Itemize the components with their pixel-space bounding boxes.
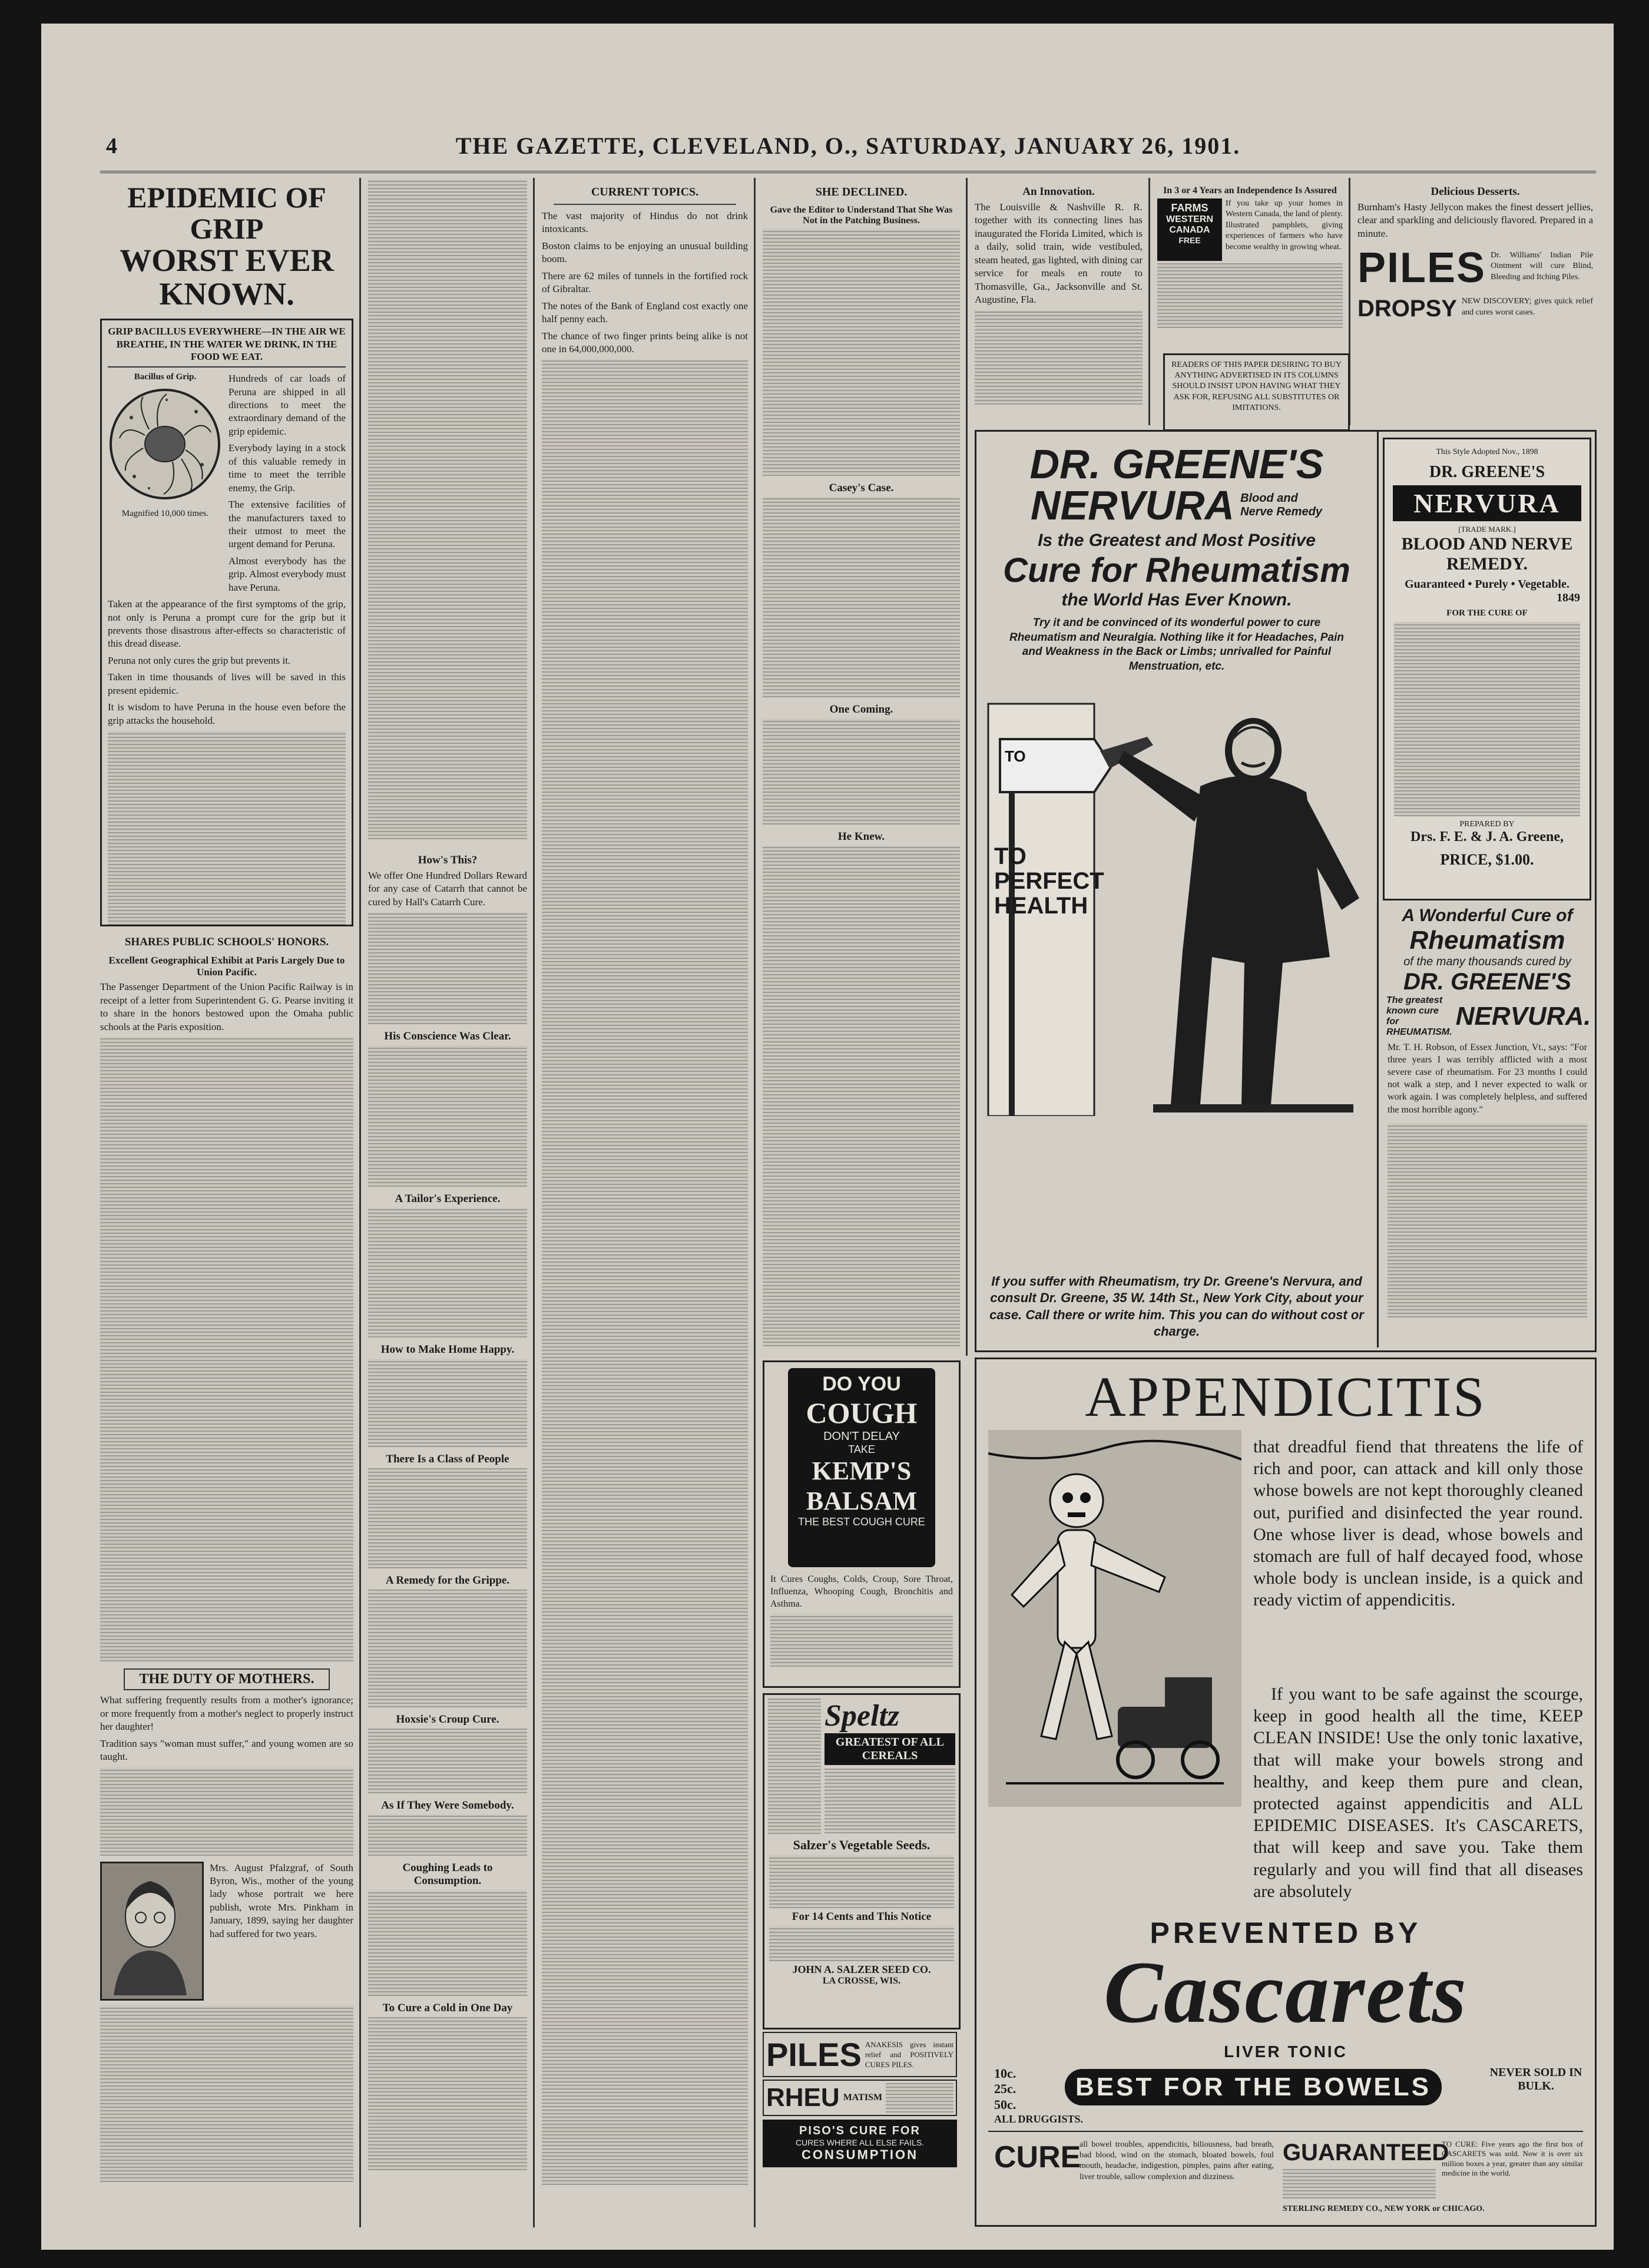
speltz-text xyxy=(824,1769,955,1833)
desserts-body: Burnham's Hasty Jellycon makes the finest dessert jellies, clear and sparkling and deliciously flavored. Prepared in a minute. xyxy=(1357,201,1593,239)
appendicitis-paragraph: that dreadful fiend that threatens the life of rich and poor, can attack and kill only those whose bowels are not kept thoroughly cleaned out, purified and disinfected the year round. One whose liver is dead, whose bowels and stomach are full of half decayed food, whose whole body is unclean inside, is a quick and ready victim of appendicitis. xyxy=(1253,1437,1583,1610)
grip-paragraph: Everybody laying in a stock of this valuable remedy in time to meet the terrible enemy, the Grip. xyxy=(229,442,346,494)
kemps-text xyxy=(770,1614,953,1667)
appendicitis-title: APPENDICITIS xyxy=(1085,1365,1486,1428)
bacillus-microscope-image xyxy=(108,382,223,506)
grip-paragraph: Almost everybody has the grip. Almost everybody must have Peruna. xyxy=(229,555,346,593)
she-declined-headline: SHE DECLINED. xyxy=(815,186,908,198)
grip-title-2: WORST EVER KNOWN. xyxy=(120,243,334,312)
perfect-health-sign: TO PERFECT HEALTH xyxy=(994,843,1104,919)
bottle-price: PRICE, $1.00. xyxy=(1440,851,1534,868)
kemps-line: THE BEST COUGH CURE xyxy=(798,1516,925,1528)
article-headline: To Cure a Cold in One Day xyxy=(382,2002,513,2015)
article-headline: One Coming. xyxy=(829,703,893,716)
article-text xyxy=(368,1045,527,1187)
dropsy-logo: DROPSY xyxy=(1357,296,1457,322)
current-topics-text xyxy=(542,359,748,2185)
bottle-guarantee: Guaranteed • Purely • Vegetable. xyxy=(1405,578,1569,591)
schools-paragraph: The Passenger Department of the Union Pacific Railway is in receipt of a letter from Superintendent G. G. Pearse inviting it to share in the honors bestowed upon the Omaha public schools at the Paris exposition. xyxy=(100,981,353,1032)
article-text xyxy=(368,1815,527,1856)
salzer-offer: For 14 Cents and This Notice xyxy=(792,1911,932,1923)
cure-label: CURE xyxy=(994,2140,1081,2174)
article-text xyxy=(368,1890,527,1996)
salzer-maker: JOHN A. SALZER SEED CO. xyxy=(792,1964,931,1975)
kemps-bottle xyxy=(788,1368,935,1567)
divider xyxy=(554,204,736,205)
salzer-text xyxy=(769,1926,954,1961)
wonderful-line: DR. GREENE'S xyxy=(1403,969,1572,995)
wonderful-line: Rheumatism xyxy=(1409,926,1565,955)
mothers-letter-text xyxy=(100,2005,353,2182)
prevented-by: PREVENTED BY xyxy=(1150,1916,1422,1949)
column-rule xyxy=(754,178,756,2227)
article-headline: How to Make Home Happy. xyxy=(380,1343,515,1356)
bottle-text xyxy=(1394,622,1580,816)
nervura-title: DR. GREENE'S xyxy=(1029,441,1324,487)
speltz-plant-illustration xyxy=(768,1698,821,1834)
cascarets-logo: Cascarets xyxy=(1104,1943,1468,2041)
column-rule xyxy=(533,178,535,2227)
guaranteed-label: GUARANTEED xyxy=(1283,2140,1449,2166)
farms-logo-text: WESTERN xyxy=(1166,214,1213,224)
salzer-seeds: Salzer's Vegetable Seeds. xyxy=(793,1837,931,1852)
piso-line: PISO'S CURE FOR xyxy=(799,2124,920,2137)
nervura-bottle-label xyxy=(1383,438,1591,900)
cure-body: all bowel troubles, appendicitis, biliousness, bad breath, bad blood, wind on the stomach, bloated bowels, foul mouth, headache, indigestion, pimples, pains after eating, liver trouble, sallow complexion and dizziness. xyxy=(1080,2140,1274,2181)
article-text xyxy=(368,912,527,1024)
column-4 xyxy=(763,180,960,1358)
article-headline: As If They Were Somebody. xyxy=(381,1799,514,1812)
column-5 xyxy=(975,180,1143,421)
column-1 xyxy=(100,180,353,2223)
nervura-bottom-text: If you suffer with Rheumatism, try Dr. Greene's Nervura, and consult Dr. Greene, 35 W. 14th St., New York City, about your case. Call there or write him. This you can do without cost or charge. xyxy=(988,1273,1365,1340)
grip-paragraph: Taken at the appearance of the first symptoms of the grip, not only is Peruna a prompt cure for the grip but it prevents those disastrous after-effects so characteristic of this dread disease. xyxy=(108,598,346,650)
piso-line: CONSUMPTION xyxy=(802,2147,918,2162)
kemps-line: DO YOU xyxy=(822,1373,901,1395)
rheumatism-logo: RHEU xyxy=(766,2083,840,2112)
liver-tonic: LIVER TONIC xyxy=(1224,2042,1347,2061)
newspaper-page xyxy=(41,24,1614,2250)
column-rule xyxy=(359,178,361,2227)
kemps-line: COUGH xyxy=(806,1396,918,1429)
topic-item: There are 62 miles of tunnels in the fortified rock of Gibraltar. xyxy=(542,270,748,295)
column-2 xyxy=(368,848,527,2220)
bottle-year: 1849 xyxy=(1557,591,1580,604)
schools-subhead: Excellent Geographical Exhibit at Paris Largely Due to Union Pacific. xyxy=(108,955,345,978)
sterling-address: STERLING REMEDY CO., NEW YORK or CHICAGO. xyxy=(1283,2204,1485,2213)
dropsy-body: NEW DISCOVERY; gives quick relief and cures worst cases. xyxy=(1461,297,1593,317)
grip-title-1: EPIDEMIC OF GRIP xyxy=(127,181,326,245)
mothers-title-box xyxy=(124,1668,330,1690)
article-headline: A Tailor's Experience. xyxy=(395,1193,501,1206)
article-headline: There Is a Class of People xyxy=(386,1453,509,1466)
piles-body: Dr. Williams' Indian Pile Ointment will cure Blind, Bleeding and Itching Piles. xyxy=(1491,250,1593,282)
kemps-balsam-ad xyxy=(763,1360,961,1688)
bottle-trademark: [TRADE MARK.] xyxy=(1458,525,1516,534)
article-text xyxy=(368,1729,527,1793)
wonderful-line: The greatest known cure for RHEUMATISM. xyxy=(1386,995,1452,1037)
grip-paragraph: Peruna not only cures the grip but prevents it. xyxy=(108,654,291,666)
nervura-tagline-2: the World Has Ever Known. xyxy=(1061,590,1292,610)
portrait-image xyxy=(100,1862,204,2001)
farms-headline: In 3 or 4 Years an Independence Is Assured xyxy=(1163,186,1337,196)
piso-ad xyxy=(763,2120,957,2167)
kemps-line: KEMP'S xyxy=(812,1456,912,1485)
desserts-headline: Delicious Desserts. xyxy=(1431,186,1520,198)
guaranteed-body: TO CURE: Five years ago the first box of CASCARETS was sold. Now it is over six million boxes a year, greater than any similar medicine in the world. xyxy=(1442,2140,1583,2177)
salzer-text xyxy=(769,1855,954,1908)
cascarets-advertisement xyxy=(975,1358,1597,2227)
piles-logo: PILES xyxy=(1357,244,1486,292)
article-text xyxy=(763,719,960,825)
bacillus-illustration-block xyxy=(108,372,223,598)
current-topics-headline: CURRENT TOPICS. xyxy=(591,186,699,198)
grip-subhead: GRIP BACILLUS EVERYWHERE—IN THE AIR WE BREATHE, IN THE WATER WE DRINK, IN THE FOOD WE EAT. xyxy=(108,325,346,367)
appendicitis-paragraph-2: If you want to be safe against the scourge, keep in good health all the time, KEEP CLEAN INSIDE! Use the only tonic laxative, that will make your bowels strong and healthy, and keep them pure and clean, protected against appendicitis and ALL EPIDEMIC DISEASES. It's CASCARETS, that will keep and save you. Take them regularly and you will find that all diseases are absolutely xyxy=(1253,1684,1583,1901)
article-text xyxy=(368,180,527,839)
bottle-title: NERVURA xyxy=(1393,485,1581,521)
wonderful-line: NERVURA. xyxy=(1455,1002,1591,1031)
nervura-left-panel xyxy=(976,432,1379,1347)
salzer-city: LA CROSSE, WIS. xyxy=(822,1976,901,1986)
column-rule xyxy=(1148,178,1150,425)
masthead-bar xyxy=(100,124,1596,173)
bottle-adopted: This Style Adopted Nov., 1898 xyxy=(1436,448,1538,456)
masthead: THE GAZETTE, CLEVELAND, O., SATURDAY, JANUARY 26, 1901. xyxy=(455,133,1241,159)
mothers-paragraph: What suffering frequently results from a mother's ignorance; or more frequently from a mother's neglect to properly instruct her daughter! xyxy=(100,1694,353,1733)
farms-text xyxy=(1157,263,1343,328)
speltz-ad xyxy=(763,1693,961,2029)
grip-paragraph: It is wisdom to have Peruna in the house even before the grip attacks the household. xyxy=(108,701,346,726)
article-headline: A Remedy for the Grippe. xyxy=(385,1574,510,1587)
anakesis-body: ANAKESIS gives instant relief and POSITIVELY CURES PILES. xyxy=(865,2039,953,2070)
short-items-text xyxy=(100,1037,353,1661)
rheumatism-text xyxy=(886,2083,953,2113)
grip-paragraph: Taken in time thousands of lives will be saved in this present epidemic. xyxy=(108,671,346,696)
speltz-subtitle: GREATEST OF ALL CEREALS xyxy=(824,1733,955,1765)
article-text xyxy=(368,1468,527,1568)
bottle-maker: Drs. F. E. & J. A. Greene, xyxy=(1410,829,1564,845)
innovation-paragraph: The Louisville & Nashville R. R. together with its connecting lines has inaugurated the Florida Limited, which is a daily, solid train, wide vestibuled, steam heated, gas lighted, with dining car service for meals en route to Thomasville, Ga., Jacksonville and St. Augustine, Fla. xyxy=(975,201,1143,306)
never-sold-bulk: NEVER SOLD IN BULK. xyxy=(1489,2066,1582,2092)
piles-logo: PILES xyxy=(766,2036,862,2073)
divider xyxy=(988,2131,1583,2132)
article-headline: Casey's Case. xyxy=(829,482,894,494)
article-text xyxy=(975,310,1143,405)
all-druggists: ALL DRUGGISTS. xyxy=(994,2113,1084,2125)
farms-logo-text: FARMS xyxy=(1171,202,1208,214)
nervura-title-2: NERVURA xyxy=(1030,482,1235,528)
kemps-line: DON'T DELAY xyxy=(823,1430,900,1443)
speltz-title: Speltz xyxy=(824,1699,900,1733)
page-number: 4 xyxy=(106,134,117,158)
topic-item: Boston claims to be enjoying an unusual building boom. xyxy=(542,240,748,265)
wonderful-line: A Wonderful Cure of xyxy=(1402,906,1573,925)
bottle-name: DR. GREENE'S xyxy=(1429,463,1545,481)
bacillus-caption-top: Bacillus of Grip. xyxy=(134,372,197,382)
bottle-prepared: PREPARED BY xyxy=(1459,820,1515,829)
farms-logo xyxy=(1157,198,1222,261)
bacillus-caption: Magnified 10,000 times. xyxy=(121,509,209,519)
topic-item: The vast majority of Hindus do not drink intoxicants. xyxy=(542,210,748,235)
farms-logo-text: CANADA xyxy=(1169,225,1210,235)
wonderful-line: of the many thousands cured by xyxy=(1403,955,1571,968)
kemps-body: It Cures Coughs, Colds, Croup, Sore Throat, Influenza, Whooping Cough, Bronchitis and Asthma. xyxy=(770,1574,953,1610)
testimony: Mr. T. H. Robson, of Essex Junction, Vt., says: "For three years I was terribly afflicted with a most severe case of rheumatism. For 23 months I could not walk a step, and I never expected to walk or work again. I was completely helpless, and suffered the most horrible agony." xyxy=(1388,1042,1587,1115)
testimony-text xyxy=(1388,1123,1587,1317)
kemps-line: BALSAM xyxy=(806,1486,918,1515)
wonderful-cure xyxy=(1383,906,1592,1317)
cascarets-prices: 10c. 25c. 50c. xyxy=(994,2066,1016,2112)
svg-text:TO: TO xyxy=(1005,747,1026,765)
article-text xyxy=(763,229,960,476)
topic-item: The notes of the Bank of England cost exactly one half penny each. xyxy=(542,300,748,325)
article-headline: He Knew. xyxy=(837,830,885,843)
piso-line: CURES WHERE ALL ELSE FAILS. xyxy=(795,2138,925,2147)
article-text xyxy=(763,497,960,697)
bottle-cure-head: FOR THE CURE OF xyxy=(1446,608,1528,618)
she-declined-subhead: Gave the Editor to Understand That She Was Not in the Patching Business. xyxy=(770,205,953,226)
nervura-cure: Cure for Rheumatism xyxy=(1003,551,1350,590)
piles-rheumatism-ads xyxy=(763,2032,957,2220)
topic-item: The chance of two finger prints being alike is not one in 64,000,000,000. xyxy=(542,330,748,355)
article-text xyxy=(368,1590,527,1707)
article-headline: His Conscience Was Clear. xyxy=(384,1030,511,1043)
skeleton-carriage-illustration xyxy=(988,1430,1241,1807)
nervura-tagline: Is the Greatest and Most Positive xyxy=(1038,531,1316,550)
article-headline: Hoxsie's Croup Cure. xyxy=(396,1713,499,1726)
best-for-bowels-banner: BEST FOR THE BOWELS xyxy=(1065,2069,1442,2105)
schools-headline: SHARES PUBLIC SCHOOLS' HONORS. xyxy=(124,936,329,949)
article-text xyxy=(368,1208,527,1337)
mothers-text xyxy=(100,1767,353,1856)
nervura-advertisement xyxy=(975,430,1597,1352)
farms-ad xyxy=(1157,180,1343,350)
article-headline: Coughing Leads to Consumption. xyxy=(402,1862,493,1888)
grip-advertisement xyxy=(100,319,353,926)
article-text xyxy=(368,2017,527,2170)
kemps-line: TAKE xyxy=(848,1443,875,1455)
article-text xyxy=(763,846,960,1346)
column-rule xyxy=(966,178,968,1356)
column-3 xyxy=(542,180,748,2223)
column-7-top xyxy=(1357,180,1593,427)
grip-paragraph: The extensive facilities of the manufacturers taxed to their utmost to meet the urgent demand for Peruna. xyxy=(229,499,346,550)
rheumatism-logo-tail: MATISM xyxy=(843,2092,883,2103)
guaranteed-text xyxy=(1283,2169,1436,2199)
mothers-caption: Mrs. August Pfalzgraf, of South Byron, Wis., mother of the young lady whose portrait we here publish, wrote Mrs. Pinkham in January, 1899, saying her daughter had suffered for two years. xyxy=(210,1862,353,1939)
nervura-title-side: Blood and Nerve Remedy xyxy=(1240,492,1323,518)
grip-paragraph: Hundreds of car loads of Peruna are shipped in all directions to meet the extraordinary demand of the grip epidemic. xyxy=(229,373,346,437)
mothers-paragraph: Tradition says "woman must suffer," and young women are so taught. xyxy=(100,1737,353,1763)
readers-notice: READERS OF THIS PAPER DESIRING TO BUY ANYTHING ADVERTISED IN ITS COLUMNS SHOULD INSIST UPON HAVING WHAT THEY ASK FOR, REFUSING ALL SUBSTITUTES OR IMITATIONS. xyxy=(1163,353,1350,431)
grip-text-block xyxy=(108,731,346,925)
article-text xyxy=(368,1359,527,1447)
farms-logo-text: FREE xyxy=(1178,236,1201,245)
article-headline: How's This? xyxy=(418,854,478,866)
article-paragraph: We offer One Hundred Dollars Reward for any case of Catarrh that cannot be cured by Hall's Catarrh Cure. xyxy=(368,870,527,908)
innovation-headline: An Innovation. xyxy=(1022,186,1095,198)
nervura-body: Try it and be convinced of its wonderful power to cure Rheumatism and Neuralgia. Nothing like it for Headaches, Pain and Weakness in the Back or Limbs; unrivalled for Painful Menstruation, etc. xyxy=(1009,617,1344,673)
column-2-top xyxy=(368,180,527,839)
farms-body: If you take up your homes in Western Canada, the land of plenty. Illustrated pamphlets, giving experiences of farmers who have become wealthy in growing wheat. xyxy=(1226,199,1343,251)
bottle-subtitle: BLOOD AND NERVE REMEDY. xyxy=(1401,534,1573,574)
mothers-title: THE DUTY OF MOTHERS. xyxy=(139,1671,314,1687)
